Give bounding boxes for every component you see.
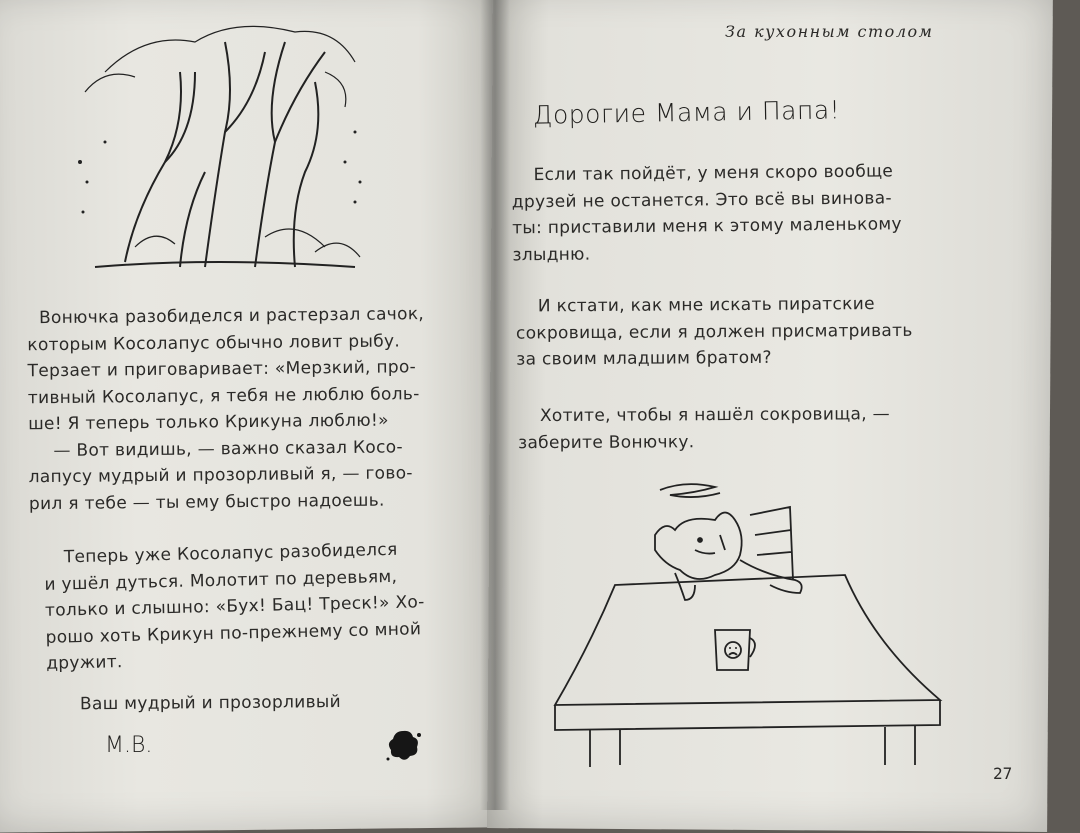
ink-blot <box>383 725 423 765</box>
left-closing: Ваш мудрый и прозорливый <box>79 692 342 715</box>
left-paragraph-2: Теперь уже Косолапус разобиделся и ушёл дуться. Молотит по деревьям, только и слышно: «Бух! Бац! Треск!» Хо- рошо хоть Крикун по-прежнему со мной дружит. <box>44 539 425 674</box>
right-paragraph-3: Хотите, чтобы я нашёл сокровища, — заберите Вонючку. <box>518 404 890 453</box>
trees-illustration <box>65 12 385 272</box>
signature: М.В. <box>105 733 153 758</box>
right-paragraph-1: Если так пойдёт, у меня скоро вообще друзей не останется. Это всё вы винова- ты: приставили меня к этому маленькому злыдню. <box>511 161 902 265</box>
right-paragraph-2: И кстати, как мне искать пиратские сокровища, если я должен присматривать за своим младшим братом? <box>515 294 913 370</box>
left-paragraph-1: Вонючка разобиделся и растерзал сачок, которым Косолапус обычно ловит рыбу. Терзает и приговаривает: «Мерзкий, про- тивный Косолапус, я тебя не люблю боль- ше! Я теперь только Крикуна люблю!» — Вот видишь, — важно сказал Косо- лапусу мудрый и прозорливый я, — гово- рил я тебе — ты ему быстро надоешь. <box>27 304 425 514</box>
running-head: За кухонным столом <box>725 22 934 41</box>
book-gutter <box>480 0 510 810</box>
page-number: 27 <box>993 764 1013 783</box>
salutation: Дорогие Мама и Папа! <box>532 95 841 130</box>
kitchen-table-illustration <box>545 475 965 775</box>
